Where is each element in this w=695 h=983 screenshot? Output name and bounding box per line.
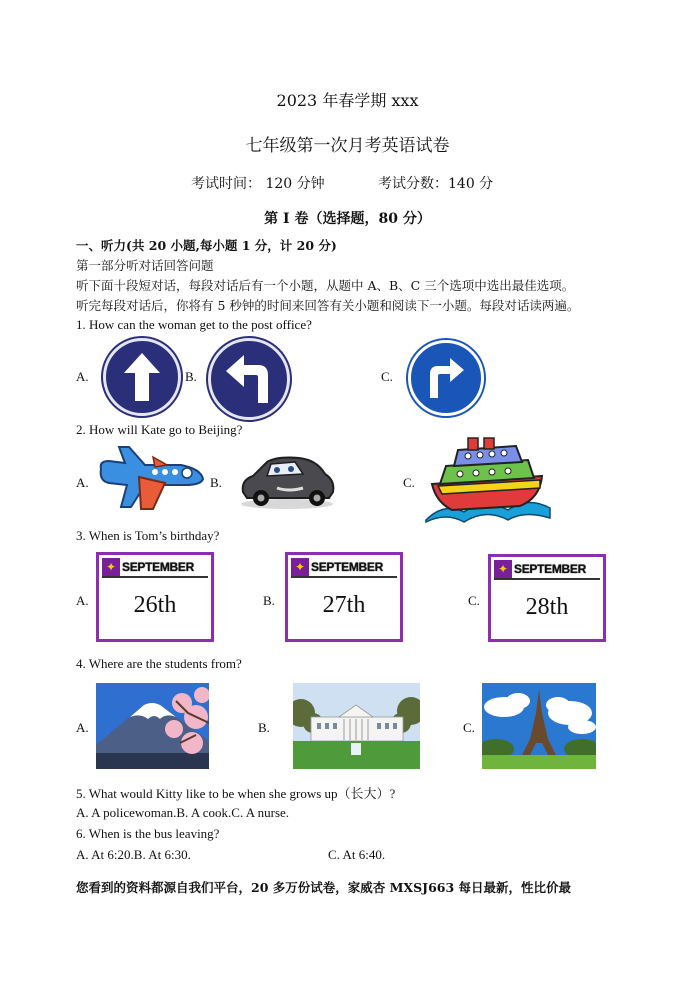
question-2: 2. How will Kate go to Beijing? [76, 422, 243, 437]
calendar-logo-icon: ✦ [494, 560, 512, 578]
option-label: B. [263, 593, 275, 608]
part1-title: 一、听力(共 20 小题,每小题 1 分，计 20 分) [76, 238, 337, 253]
option-label: C. [381, 369, 393, 384]
calendar-logo-icon: ✦ [102, 558, 120, 576]
exam-subtitle: 七年级第一次月考英语试卷 [245, 136, 450, 156]
option-label: B. [185, 369, 197, 384]
calendar-day: 26th [133, 592, 177, 618]
calendar-card [488, 554, 606, 642]
exam-score: 考试分数：140 分 [378, 176, 494, 192]
option-label: A. [76, 369, 89, 384]
eiffel-tower-photo [482, 683, 596, 769]
exam-title: 2023 年春学期 xxx [276, 91, 419, 110]
mount-fuji-photo [96, 683, 209, 769]
ship-icon [424, 436, 552, 524]
calendar-month: SEPTEMBER [311, 560, 383, 574]
calendar-month: SEPTEMBER [122, 560, 194, 574]
question-1: 1. How can the woman get to the post office? [76, 317, 312, 332]
option-label: A. [76, 720, 89, 735]
turn-left-icon [208, 338, 290, 420]
question-4: 4. Where are the students from? [76, 656, 242, 671]
question-6-option-c: C. At 6:40. [328, 847, 386, 862]
option-label: A. [76, 475, 89, 490]
white-house-photo [293, 683, 420, 769]
question-6-options-ab: A. At 6:20.B. At 6:30. [76, 847, 191, 862]
calendar-day: 28th [525, 594, 569, 620]
part1-subtitle: 第一部分听对话回答问题 [76, 258, 214, 273]
exam-time: 考试时间： 120 分钟 [191, 176, 325, 192]
question-3: 3. When is Tom’s birthday? [76, 528, 220, 543]
footer-notice: 您看到的资料都源自我们平台，20 多万份试卷，家威杏 MXSJ663 每日最新，性比价最 [76, 880, 572, 895]
question-5: 5. What would Kitty like to be when she grows up（长大）? [76, 786, 396, 801]
question-5-options: A. A policewoman.B. A cook.C. A nurse. [76, 805, 290, 820]
car-icon [237, 452, 337, 510]
airplane-icon [95, 443, 207, 515]
instruction-line: 听完每段对话后，你将有 5 秒钟的时间来回答有关小题和阅读下一小题。每段对话读两遍。 [76, 298, 580, 313]
option-label: C. [463, 720, 475, 735]
calendar-card [96, 552, 214, 642]
option-label: B. [258, 720, 270, 735]
question-6: 6. When is the bus leaving? [76, 826, 220, 841]
arrow-up-icon [103, 338, 181, 416]
calendar-month: SEPTEMBER [514, 562, 586, 576]
option-label: C. [468, 593, 480, 608]
turn-right-icon [408, 340, 484, 416]
option-label: A. [76, 593, 89, 608]
section-title: 第 I 卷（选择题，80 分） [264, 211, 431, 227]
instruction-line: 听下面十段短对话，每段对话后有一个小题，从题中 A、B、C 三个选项中选出最佳选项。 [76, 278, 575, 293]
option-label: B. [210, 475, 222, 490]
calendar-logo-icon: ✦ [291, 558, 309, 576]
option-label: C. [403, 475, 415, 490]
calendar-card [285, 552, 403, 642]
calendar-day: 27th [322, 592, 366, 618]
